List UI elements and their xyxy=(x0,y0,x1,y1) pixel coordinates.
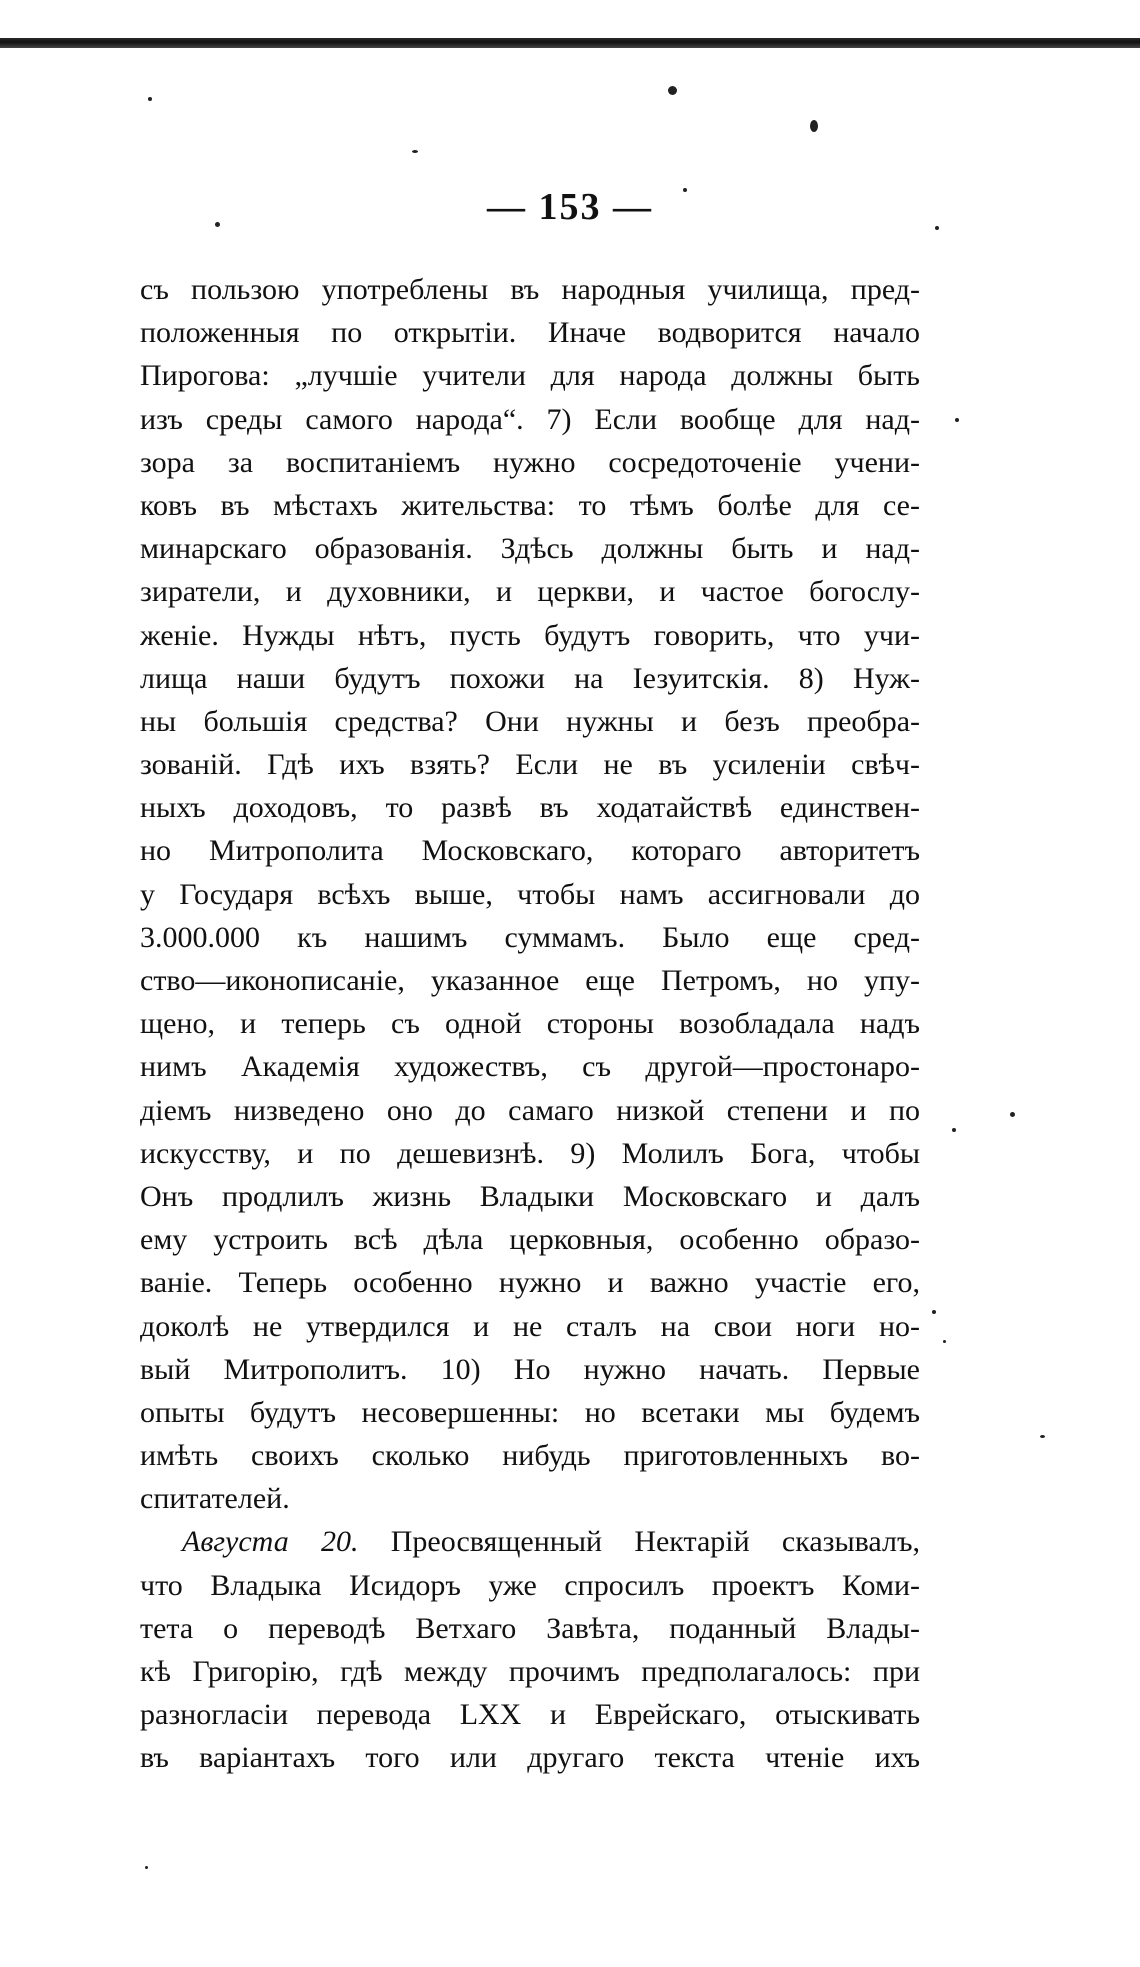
text-line: Пирогова: „лучшіе учители для народа должны быть xyxy=(140,359,920,393)
speck-mark xyxy=(148,97,152,101)
entry-date: Августа 20. xyxy=(182,1525,359,1559)
speck-mark xyxy=(668,86,677,95)
body-text xyxy=(140,268,920,1780)
speck-mark xyxy=(145,1866,148,1869)
text-line: изъ среды самого народа“. 7) Если вообще для над- xyxy=(140,402,920,436)
text-line: вый Митрополитъ. 10) Но нужно начать. Первые xyxy=(140,1352,920,1386)
text-line: щено, и теперь съ одной стороны возобладала надъ xyxy=(140,1007,920,1041)
text-line: діемъ низведено оно до самаго низкой степени и по xyxy=(140,1093,920,1127)
text-line: ваніе. Теперь особенно нужно и важно участіе его, xyxy=(140,1266,920,1300)
text-line: у Государя всѣхъ выше, чтобы намъ ассигновали до xyxy=(140,877,920,911)
speck-mark xyxy=(1010,1112,1015,1117)
text-line: ему устроить всѣ дѣла церковныя, особенно образо- xyxy=(140,1223,920,1257)
text-line: что Владыка Исидоръ уже спросилъ проектъ Коми- xyxy=(140,1568,920,1602)
speck-mark xyxy=(932,1310,936,1314)
text-line: доколѣ не утвердился и не сталъ на свои ноги но- xyxy=(140,1309,920,1343)
text-line-first xyxy=(140,1520,920,1563)
speck-mark xyxy=(810,120,818,132)
text-line: ныхъ доходовъ, то развѣ въ ходатайствѣ единствен- xyxy=(140,791,920,825)
text-line: нимъ Академія художествъ, съ другой—простонаро- xyxy=(140,1050,920,1084)
speck-mark xyxy=(955,418,959,422)
text-line: зованій. Гдѣ ихъ взять? Если не въ усиленіи свѣч- xyxy=(140,748,920,782)
text-line: зиратели, и духовники, и церкви, и частое богослу- xyxy=(140,575,920,609)
speck-mark xyxy=(412,150,418,153)
page-number: — 153 — xyxy=(487,186,653,228)
top-edge-rule xyxy=(0,38,1140,48)
text-line: 3.000.000 къ нашимъ суммамъ. Было еще сред- xyxy=(140,920,920,954)
text-line: ство—иконописаніе, указанное еще Петромъ, но упу- xyxy=(140,964,920,997)
speck-mark xyxy=(952,1128,956,1132)
text-line: ковъ въ мѣстахъ жительства: то тѣмъ болѣе для се- xyxy=(140,488,920,522)
text-line: опыты будутъ несовершенны: но всетаки мы будемъ xyxy=(140,1395,920,1429)
text-line: ны большія средства? Они нужны и безъ преобра- xyxy=(140,704,920,738)
text-line: кѣ Григорію, гдѣ между прочимъ предполагалось: при xyxy=(140,1655,920,1688)
text-line: положенныя по открытіи. Иначе водворится начало xyxy=(140,316,920,350)
text-line: разногласіи перевода LXX и Еврейскаго, отыскивать xyxy=(140,1698,920,1732)
text-line: зора за воспитаніемъ нужно сосредоточеніе учени- xyxy=(140,445,920,479)
text-line: въ варіантахъ того или другаго текста чтеніе ихъ xyxy=(140,1741,920,1775)
speck-mark xyxy=(943,1340,946,1343)
text-line: но Митрополита Московскаго, котораго авторитетъ xyxy=(140,834,920,868)
text-line: женіе. Нужды нѣтъ, пусть будутъ говорить, что учи- xyxy=(140,618,920,652)
text-line: Онъ продлилъ жизнь Владыки Московскаго и далъ xyxy=(140,1179,920,1213)
text-line: искусству, и по дешевизнѣ. 9) Молилъ Бога, чтобы xyxy=(140,1136,920,1170)
text-run: Преосвященный Нектарій сказывалъ, xyxy=(390,1525,920,1559)
text-line: спитателей. xyxy=(140,1482,290,1516)
text-line: минарскаго образованія. Здѣсь должны быть и над- xyxy=(140,532,920,566)
text-line: лища наши будутъ похожи на Іезуитскія. 8) Нуж- xyxy=(140,661,920,695)
text-line: имѣть своихъ сколько нибудь приготовленныхъ во- xyxy=(140,1439,920,1473)
paragraph-1 xyxy=(140,268,920,1520)
paragraph-2 xyxy=(140,1520,920,1779)
text-line: тета о переводѣ Ветхаго Завѣта, поданный Влады- xyxy=(140,1611,920,1645)
speck-mark xyxy=(1040,1435,1045,1438)
text-line: съ пользою употреблены въ народныя училища, пред- xyxy=(140,273,920,306)
